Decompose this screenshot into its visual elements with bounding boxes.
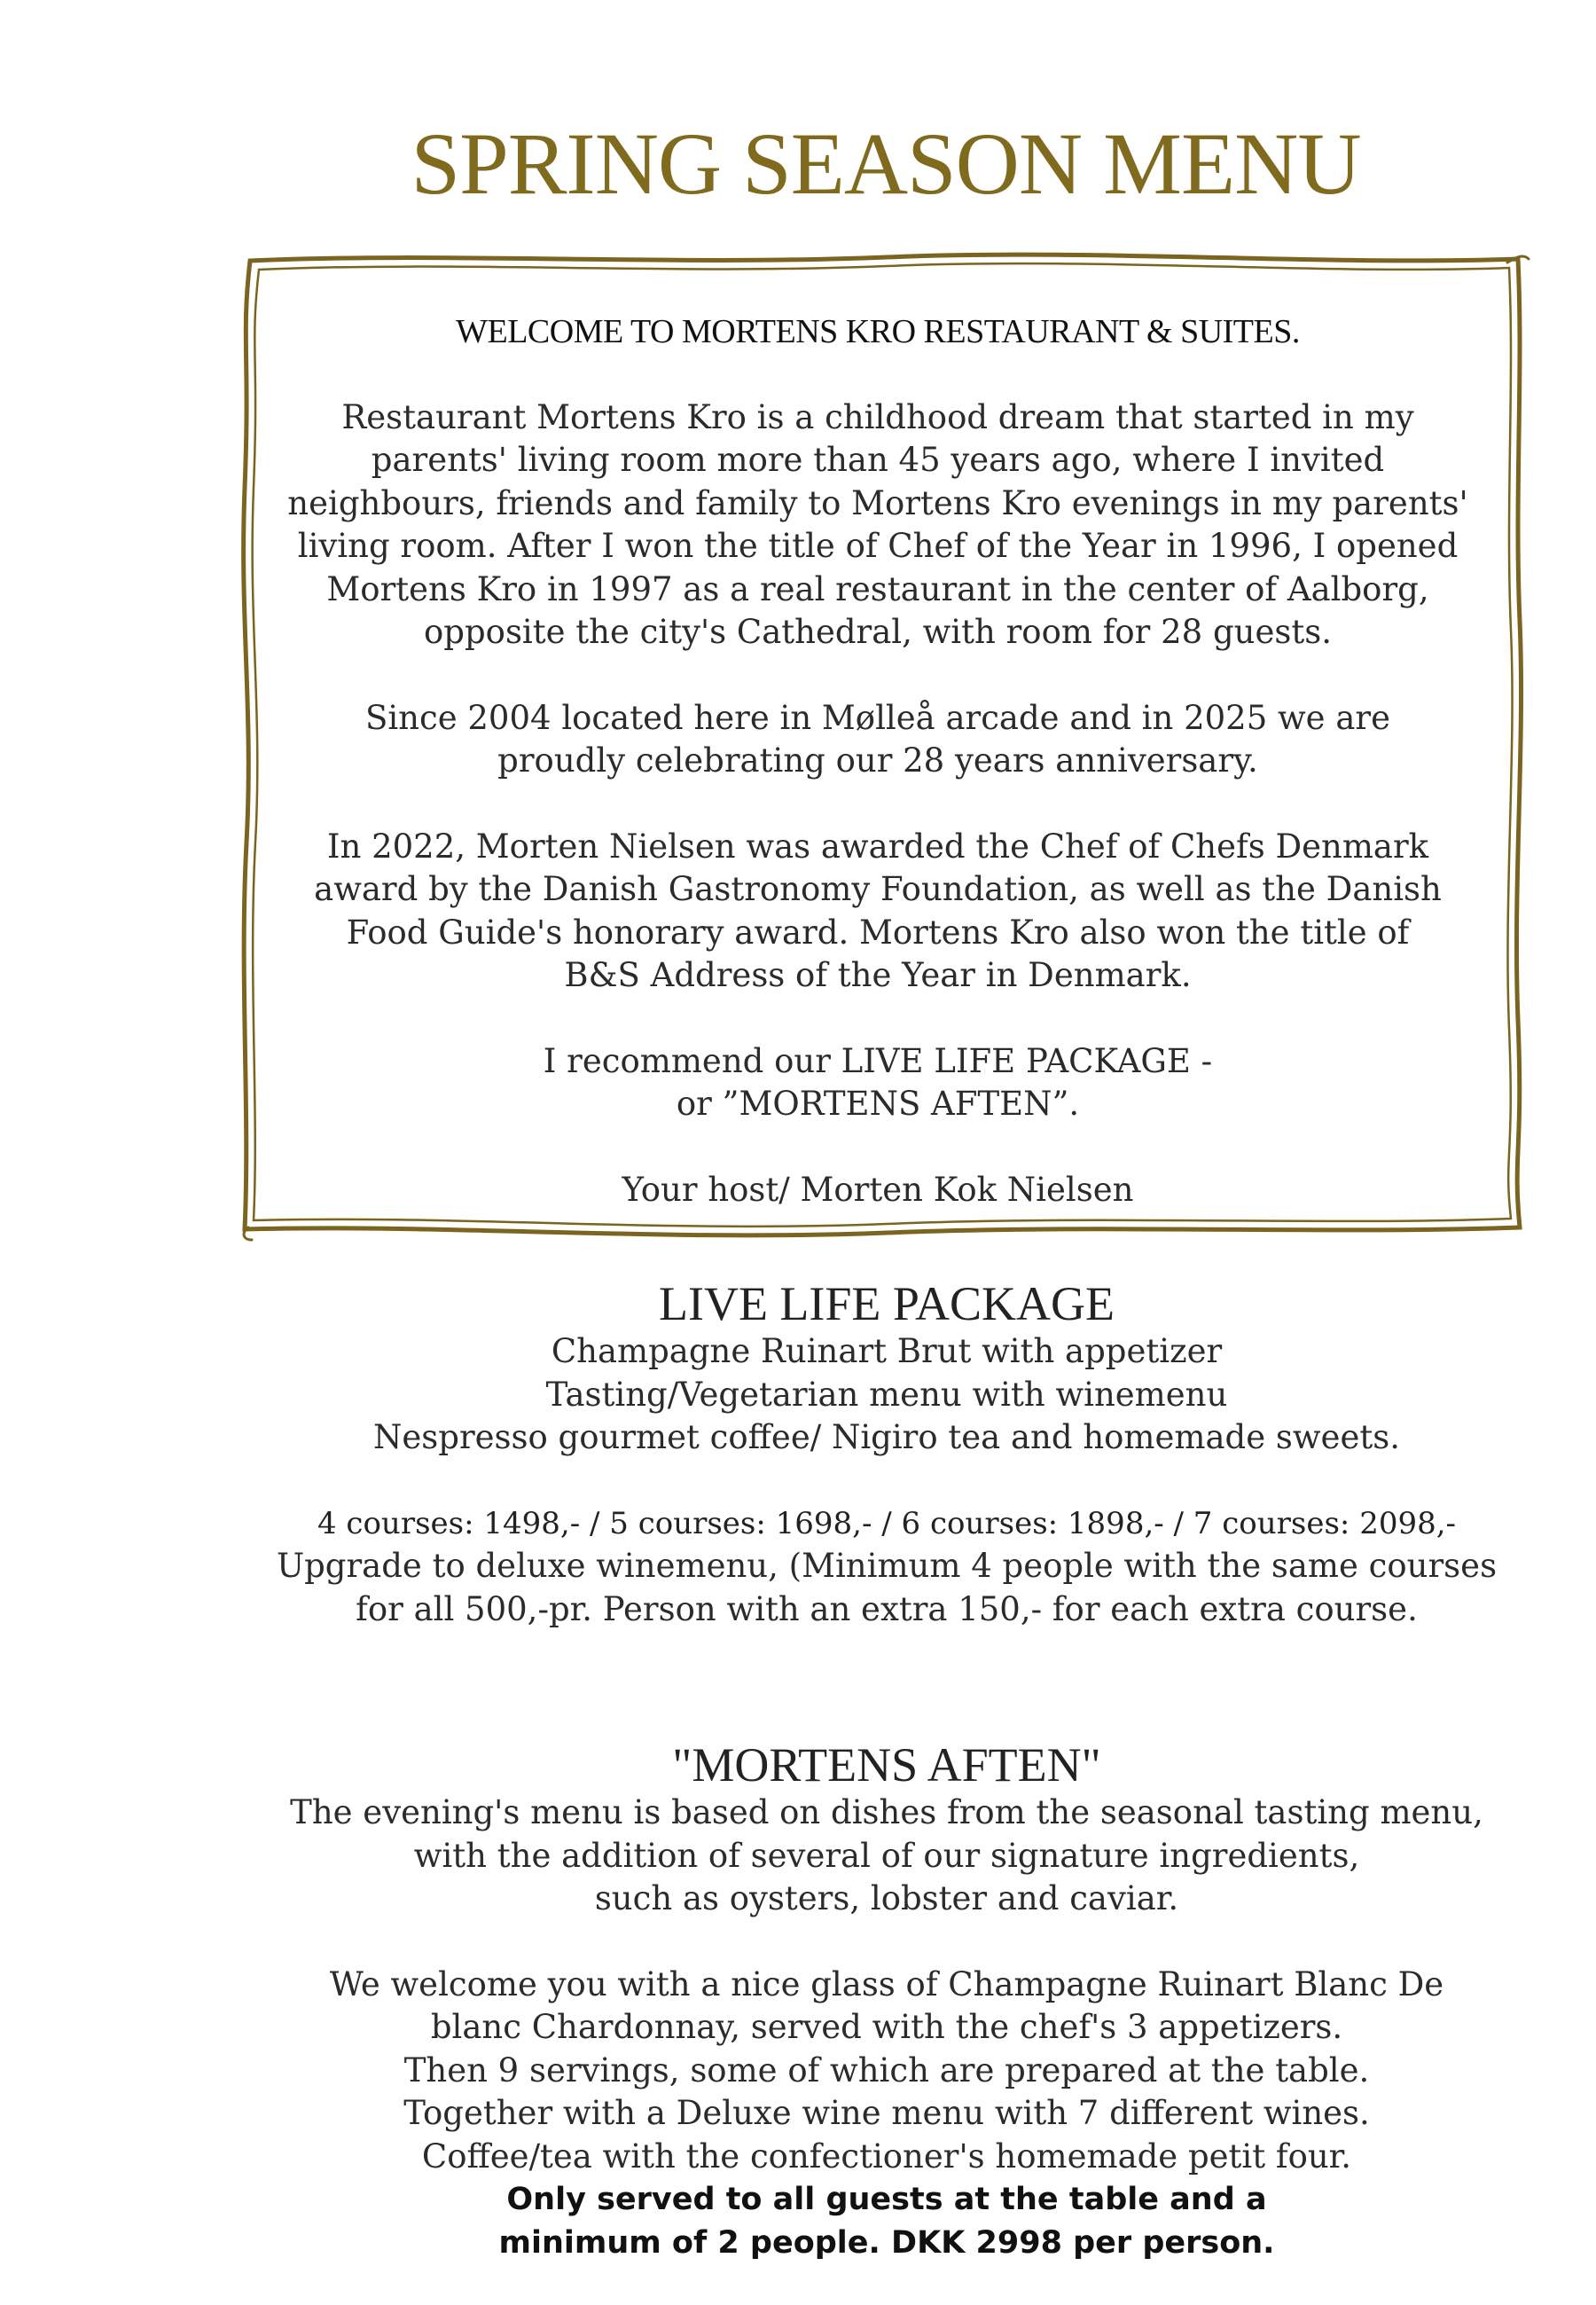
host-signature: Your host/ Morten Kok Nielsen — [622, 1170, 1134, 1209]
welcome-heading: WELCOME TO MORTENS KRO RESTAURANT & SUITES. — [456, 313, 1300, 350]
detail-line: We welcome you with a nice glass of Champagne Ruinart Blanc De — [329, 1964, 1444, 2003]
detail-line: Coffee/tea with the confectioner's homemade petit four. — [421, 2136, 1352, 2176]
mortens-aften-heading: "MORTENS AFTEN" — [672, 1738, 1101, 1791]
text-line: Since 2004 located here in Mølleå arcade and in 2025 we are — [365, 698, 1390, 737]
bold-note: Only served to all guests at the table and a — [506, 2182, 1267, 2217]
text-line: In 2022, Morten Nielsen was awarded the Chef of Chefs Denmark — [326, 827, 1429, 866]
text-line: living room. After I won the title of Chef of the Year in 1996, I opened — [297, 527, 1459, 565]
text-line: award by the Danish Gastronomy Foundation, as well as the Danish — [314, 870, 1442, 908]
text-line: proudly celebrating our 28 years anniversary. — [497, 741, 1258, 780]
detail-line: Together with a Deluxe wine menu with 7 different wines. — [403, 2094, 1370, 2132]
text-line: Restaurant Mortens Kro is a childhood dream that started in my — [341, 397, 1414, 436]
text-line: Food Guide's honorary award. Mortens Kro also won the title of — [346, 913, 1410, 952]
mortens-aften-section — [0, 1738, 1596, 2264]
intro-line: The evening's menu is based on dishes from the seasonal tasting menu, — [290, 1793, 1483, 1831]
detail-line: Then 9 servings, some of which are prepared at the table. — [403, 2050, 1370, 2089]
bold-note: minimum of 2 people. DKK 2998 per person. — [498, 2224, 1275, 2261]
text-line: opposite the city's Cathedral, with room for 28 guests. — [424, 613, 1332, 651]
live-life-heading: LIVE LIFE PACKAGE — [658, 1277, 1115, 1330]
upgrade-line: for all 500,-pr. Person with an extra 150,- for each extra course. — [356, 1589, 1418, 1628]
menu-item: Champagne Ruinart Brut with appetizer — [551, 1332, 1223, 1370]
live-life-section — [0, 1277, 1596, 1631]
welcome-box — [266, 310, 1490, 1211]
welcome-paragraph-location — [266, 697, 1490, 783]
page-title: SPRING SEASON MENU — [411, 114, 1361, 213]
text-line: neighbours, friends and family to Mortens Kro evenings in my parents' — [287, 483, 1468, 522]
text-line: Mortens Kro in 1997 as a real restaurant in the center of Aalborg, — [326, 569, 1429, 608]
text-line: I recommend our LIVE LIFE PACKAGE - — [543, 1041, 1213, 1080]
intro-line: with the addition of several of our signature ingredients, — [413, 1836, 1360, 1875]
upgrade-line: Upgrade to deluxe winemenu, (Minimum 4 people with the same courses — [276, 1547, 1498, 1585]
menu-item: Nespresso gourmet coffee/ Nigiro tea and homemade sweets. — [373, 1418, 1400, 1456]
detail-line: blanc Chardonnay, served with the chef's 3 appetizers. — [430, 2008, 1343, 2046]
text-line: or ”MORTENS AFTEN”. — [676, 1085, 1080, 1123]
welcome-paragraph-history — [266, 396, 1490, 655]
menu-item: Tasting/Vegetarian menu with winemenu — [545, 1375, 1228, 1414]
course-prices: 4 courses: 1498,- / 5 courses: 1698,- / 6 courses: 1898,- / 7 courses: 2098,- — [317, 1505, 1457, 1541]
text-line: B&S Address of the Year in Denmark. — [564, 956, 1192, 994]
welcome-paragraph-awards — [266, 826, 1490, 998]
welcome-signature — [266, 1169, 1490, 1212]
welcome-paragraph-recommend — [266, 1040, 1490, 1126]
text-line: parents' living room more than 45 years ago, where I invited — [371, 441, 1385, 479]
intro-line: such as oysters, lobster and caviar. — [594, 1879, 1179, 1917]
